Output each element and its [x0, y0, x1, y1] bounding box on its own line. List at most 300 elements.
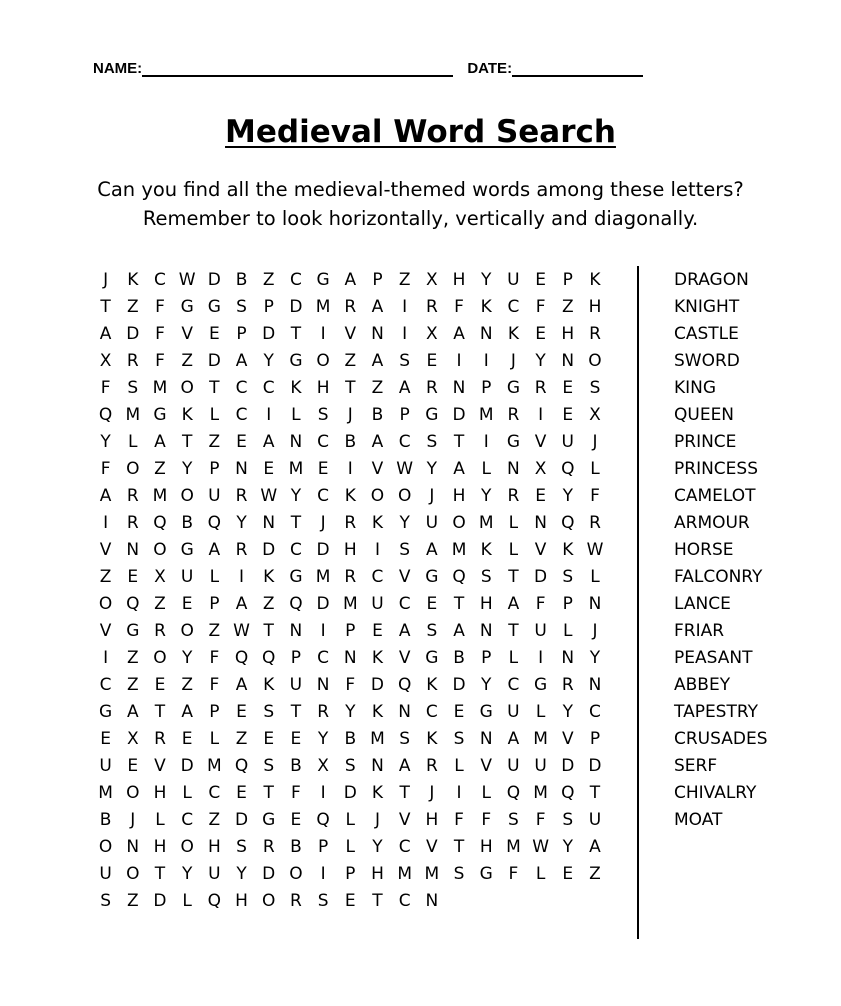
grid-letter[interactable]: U [208, 864, 221, 884]
grid-letter[interactable]: T [508, 621, 519, 641]
grid-letter[interactable]: H [153, 837, 167, 857]
grid-letter[interactable]: T [290, 513, 302, 533]
grid-letter[interactable]: I [483, 432, 489, 452]
grid-letter[interactable]: G [534, 675, 548, 695]
grid-letter[interactable]: B [344, 432, 357, 452]
grid-letter[interactable]: K [344, 486, 356, 506]
grid-letter[interactable]: A [235, 675, 248, 695]
grid-letter[interactable]: V [99, 540, 112, 560]
grid-letter[interactable]: L [481, 459, 491, 479]
grid-letter[interactable]: S [426, 621, 438, 641]
grid-letter[interactable]: A [589, 837, 601, 857]
grid-letter[interactable]: K [371, 783, 384, 803]
grid-letter[interactable]: O [153, 648, 167, 668]
grid-letter[interactable]: K [480, 540, 492, 560]
grid-letter[interactable]: V [398, 567, 411, 587]
grid-letter[interactable]: Q [234, 756, 249, 776]
grid-letter[interactable]: A [371, 432, 384, 452]
grid-letter[interactable]: F [155, 297, 165, 317]
grid-letter[interactable]: X [589, 405, 601, 425]
grid-letter[interactable]: C [589, 702, 601, 722]
grid-letter[interactable]: E [453, 702, 465, 722]
grid-letter[interactable]: Z [589, 864, 601, 884]
grid-letter[interactable]: R [154, 621, 166, 641]
grid-letter[interactable]: C [235, 405, 248, 425]
grid-letter[interactable]: O [126, 864, 140, 884]
grid-letter[interactable]: Y [181, 648, 193, 668]
grid-letter[interactable]: J [510, 351, 516, 371]
grid-letter[interactable]: A [453, 324, 465, 344]
grid-letter[interactable]: M [370, 729, 385, 749]
grid-letter[interactable]: S [344, 756, 356, 776]
grid-letter[interactable]: C [398, 594, 411, 614]
grid-letter[interactable]: T [345, 378, 356, 398]
grid-letter[interactable]: P [481, 378, 492, 398]
grid-letter[interactable]: Z [398, 270, 411, 290]
grid-letter[interactable]: G [425, 567, 439, 587]
grid-letter[interactable]: X [154, 567, 166, 587]
grid-letter[interactable]: E [181, 594, 193, 614]
grid-letter[interactable]: Q [289, 594, 303, 614]
grid-letter[interactable]: R [425, 297, 438, 317]
grid-letter[interactable]: V [426, 837, 438, 857]
grid-letter[interactable]: E [535, 324, 546, 344]
grid-letter[interactable]: Y [562, 837, 573, 857]
grid-letter[interactable]: S [589, 378, 601, 398]
grid-letter[interactable]: A [126, 702, 139, 722]
grid-letter[interactable]: L [128, 432, 138, 452]
grid-letter[interactable]: C [371, 567, 384, 587]
grid-letter[interactable]: M [207, 756, 222, 776]
grid-letter[interactable]: Z [262, 270, 275, 290]
grid-letter[interactable]: E [290, 729, 302, 749]
grid-letter[interactable]: R [126, 351, 139, 371]
grid-letter[interactable]: Y [481, 675, 492, 695]
grid-letter[interactable]: F [100, 378, 111, 398]
grid-letter[interactable]: I [320, 324, 326, 344]
grid-letter[interactable]: Z [181, 675, 193, 695]
grid-letter[interactable]: L [535, 702, 546, 722]
grid-letter[interactable]: K [480, 297, 492, 317]
grid-letter[interactable]: S [317, 891, 329, 911]
grid-letter[interactable]: N [398, 702, 412, 722]
grid-letter[interactable]: K [426, 729, 438, 749]
grid-letter[interactable]: H [425, 810, 439, 830]
grid-letter[interactable]: W [396, 459, 414, 479]
grid-letter[interactable]: U [507, 756, 520, 776]
grid-letter[interactable]: W [233, 621, 250, 641]
grid-letter[interactable]: M [478, 513, 494, 533]
grid-letter[interactable]: H [479, 594, 493, 614]
grid-letter[interactable]: K [426, 675, 438, 695]
grid-letter[interactable]: J [592, 432, 598, 452]
grid-letter[interactable]: J [429, 783, 435, 803]
grid-letter[interactable]: C [289, 270, 302, 290]
grid-letter[interactable]: K [181, 405, 193, 425]
grid-letter[interactable]: F [481, 810, 492, 830]
grid-letter[interactable]: M [533, 783, 548, 803]
grid-letter[interactable]: V [344, 324, 357, 344]
grid-letter[interactable]: D [316, 540, 330, 560]
grid-letter[interactable]: F [209, 675, 220, 695]
grid-letter[interactable]: Z [561, 297, 574, 317]
grid-letter[interactable]: D [370, 675, 385, 695]
grid-letter[interactable]: V [480, 756, 493, 776]
grid-letter[interactable]: E [535, 270, 546, 290]
grid-letter[interactable]: D [452, 675, 466, 695]
grid-letter[interactable]: Z [154, 459, 166, 479]
grid-letter[interactable]: C [317, 432, 330, 452]
grid-letter[interactable]: L [291, 405, 301, 425]
grid-letter[interactable]: I [347, 459, 353, 479]
grid-letter[interactable]: T [181, 432, 193, 452]
grid-letter[interactable]: R [126, 513, 139, 533]
grid-letter[interactable]: T [399, 783, 410, 803]
grid-letter[interactable]: X [126, 729, 139, 749]
grid-letter[interactable]: T [263, 783, 274, 803]
grid-letter[interactable]: R [425, 378, 438, 398]
grid-letter[interactable]: E [154, 675, 166, 695]
grid-letter[interactable]: P [290, 648, 302, 668]
grid-letter[interactable]: I [374, 540, 380, 560]
grid-letter[interactable]: S [399, 540, 411, 560]
grid-letter[interactable]: E [317, 459, 329, 479]
grid-letter[interactable]: I [456, 351, 462, 371]
grid-letter[interactable]: C [154, 270, 166, 290]
grid-letter[interactable]: C [507, 675, 520, 695]
grid-letter[interactable]: M [424, 864, 440, 884]
grid-letter[interactable]: T [372, 891, 383, 911]
grid-letter[interactable]: T [154, 864, 166, 884]
grid-letter[interactable]: R [589, 513, 601, 533]
grid-letter[interactable]: M [506, 837, 521, 857]
grid-letter[interactable]: X [426, 270, 438, 290]
grid-letter[interactable]: G [425, 405, 439, 425]
grid-letter[interactable]: G [126, 621, 140, 641]
grid-letter[interactable]: N [371, 324, 384, 344]
grid-letter[interactable]: G [506, 432, 520, 452]
grid-letter[interactable]: J [347, 405, 353, 425]
grid-letter[interactable]: W [178, 270, 196, 290]
grid-letter[interactable]: E [426, 594, 438, 614]
grid-letter[interactable]: R [154, 729, 166, 749]
grid-letter[interactable]: Y [535, 351, 546, 371]
grid-letter[interactable]: D [153, 891, 167, 911]
grid-letter[interactable]: Q [207, 513, 222, 533]
grid-letter[interactable]: P [209, 594, 220, 614]
grid-letter[interactable]: H [316, 378, 330, 398]
grid-letter[interactable]: Q [126, 594, 140, 614]
grid-letter[interactable]: U [289, 675, 303, 695]
grid-letter[interactable]: U [561, 432, 574, 452]
grid-letter[interactable]: V [561, 729, 574, 749]
grid-letter[interactable]: R [425, 756, 438, 776]
grid-letter[interactable]: Y [181, 864, 193, 884]
grid-letter[interactable]: C [317, 648, 330, 668]
grid-letter[interactable]: N [588, 675, 602, 695]
grid-letter[interactable]: O [370, 486, 385, 506]
grid-letter[interactable]: S [562, 810, 574, 830]
grid-letter[interactable]: R [534, 378, 547, 398]
grid-letter[interactable]: G [207, 297, 221, 317]
grid-letter[interactable]: H [588, 297, 602, 317]
grid-letter[interactable]: T [209, 378, 220, 398]
grid-letter[interactable]: D [561, 756, 575, 776]
grid-letter[interactable]: L [182, 783, 192, 803]
grid-letter[interactable]: N [479, 324, 493, 344]
grid-letter[interactable]: D [180, 756, 194, 776]
grid-letter[interactable]: I [402, 324, 408, 344]
grid-letter[interactable]: Z [126, 648, 139, 668]
grid-letter[interactable]: K [263, 675, 275, 695]
grid-letter[interactable]: Z [126, 675, 139, 695]
grid-letter[interactable]: Z [126, 297, 139, 317]
grid-letter[interactable]: T [453, 594, 465, 614]
grid-letter[interactable]: K [290, 378, 302, 398]
grid-letter[interactable]: M [152, 378, 168, 398]
grid-letter[interactable]: H [153, 783, 167, 803]
grid-letter[interactable]: I [402, 297, 408, 317]
grid-letter[interactable]: S [453, 864, 465, 884]
grid-letter[interactable]: M [315, 297, 331, 317]
grid-letter[interactable]: Q [561, 459, 575, 479]
grid-letter[interactable]: T [100, 297, 111, 317]
grid-letter[interactable]: E [263, 459, 275, 479]
grid-letter[interactable]: N [561, 351, 575, 371]
grid-letter[interactable]: S [399, 729, 411, 749]
grid-letter[interactable]: L [508, 513, 519, 533]
grid-letter[interactable]: N [343, 648, 357, 668]
grid-letter[interactable]: O [180, 621, 194, 641]
grid-letter[interactable]: M [152, 486, 168, 506]
grid-letter[interactable]: N [425, 891, 439, 911]
grid-letter[interactable]: V [534, 540, 547, 560]
grid-letter[interactable]: N [126, 837, 140, 857]
grid-letter[interactable]: I [483, 351, 489, 371]
grid-letter[interactable]: S [100, 891, 111, 911]
grid-letter[interactable]: V [398, 810, 411, 830]
grid-letter[interactable]: N [235, 459, 248, 479]
grid-letter[interactable]: Y [317, 729, 329, 749]
grid-letter[interactable]: W [260, 486, 278, 506]
grid-letter[interactable]: A [453, 621, 465, 641]
grid-letter[interactable]: H [207, 837, 221, 857]
grid-letter[interactable]: A [371, 351, 384, 371]
grid-letter[interactable]: H [561, 324, 575, 344]
grid-letter[interactable]: I [538, 405, 544, 425]
grid-letter[interactable]: A [371, 297, 384, 317]
grid-letter[interactable]: S [480, 567, 492, 587]
grid-letter[interactable]: R [317, 702, 329, 722]
grid-letter[interactable]: E [562, 378, 574, 398]
grid-letter[interactable]: B [453, 648, 465, 668]
grid-letter[interactable]: P [562, 270, 573, 290]
grid-letter[interactable]: A [235, 594, 248, 614]
grid-letter[interactable]: I [320, 864, 326, 884]
grid-letter[interactable]: A [507, 729, 520, 749]
grid-letter[interactable]: W [586, 540, 604, 560]
grid-letter[interactable]: O [180, 486, 194, 506]
grid-letter[interactable]: Q [506, 783, 521, 803]
grid-letter[interactable]: T [290, 702, 302, 722]
grid-letter[interactable]: L [481, 783, 491, 803]
grid-letter[interactable]: O [126, 459, 140, 479]
grid-letter[interactable]: Y [589, 648, 601, 668]
grid-letter[interactable]: J [429, 486, 435, 506]
grid-letter[interactable]: D [316, 594, 330, 614]
grid-letter[interactable]: G [99, 702, 113, 722]
grid-letter[interactable]: S [508, 810, 519, 830]
grid-letter[interactable]: B [371, 405, 384, 425]
grid-letter[interactable]: Y [263, 351, 274, 371]
grid-letter[interactable]: E [100, 729, 111, 749]
grid-letter[interactable]: C [398, 891, 411, 911]
grid-letter[interactable]: O [98, 837, 113, 857]
grid-letter[interactable]: P [209, 459, 220, 479]
grid-letter[interactable]: Z [262, 594, 275, 614]
grid-letter[interactable]: G [262, 810, 276, 830]
grid-letter[interactable]: Q [153, 513, 167, 533]
grid-letter[interactable]: I [266, 405, 272, 425]
grid-letter[interactable]: A [181, 702, 193, 722]
grid-letter[interactable]: F [508, 864, 519, 884]
grid-letter[interactable]: Y [562, 702, 573, 722]
grid-letter[interactable]: O [452, 513, 466, 533]
grid-letter[interactable]: F [100, 459, 111, 479]
grid-letter[interactable]: G [425, 648, 439, 668]
grid-letter[interactable]: J [320, 513, 326, 533]
grid-letter[interactable]: C [398, 432, 411, 452]
grid-letter[interactable]: D [588, 756, 602, 776]
grid-letter[interactable]: Y [562, 486, 573, 506]
grid-letter[interactable]: O [180, 378, 194, 398]
grid-letter[interactable]: P [399, 405, 410, 425]
grid-letter[interactable]: Y [481, 486, 492, 506]
grid-letter[interactable]: A [99, 486, 112, 506]
name-field-line[interactable] [142, 61, 453, 77]
grid-letter[interactable]: S [236, 837, 247, 857]
grid-letter[interactable]: C [317, 486, 330, 506]
grid-letter[interactable]: X [99, 351, 112, 371]
grid-letter[interactable]: R [235, 540, 248, 560]
grid-letter[interactable]: O [153, 540, 167, 560]
grid-letter[interactable]: C [235, 378, 248, 398]
grid-letter[interactable]: F [209, 648, 220, 668]
grid-letter[interactable]: U [507, 702, 520, 722]
grid-letter[interactable]: A [507, 594, 520, 614]
grid-letter[interactable]: A [154, 432, 166, 452]
grid-letter[interactable]: G [316, 270, 330, 290]
grid-letter[interactable]: M [397, 864, 412, 884]
grid-letter[interactable]: Q [234, 648, 249, 668]
grid-letter[interactable]: U [99, 756, 112, 776]
grid-letter[interactable]: Y [426, 459, 438, 479]
grid-letter[interactable]: U [588, 810, 602, 830]
grid-letter[interactable]: L [155, 810, 165, 830]
grid-letter[interactable]: I [320, 621, 326, 641]
grid-letter[interactable]: I [103, 648, 109, 668]
grid-letter[interactable]: L [345, 810, 356, 830]
grid-letter[interactable]: K [127, 270, 139, 290]
grid-letter[interactable]: Z [208, 810, 221, 830]
grid-letter[interactable]: A [208, 540, 221, 560]
grid-letter[interactable]: M [288, 459, 304, 479]
grid-letter[interactable]: U [99, 864, 112, 884]
grid-letter[interactable]: M [98, 783, 113, 803]
grid-letter[interactable]: H [343, 540, 357, 560]
grid-letter[interactable]: S [263, 756, 275, 776]
grid-letter[interactable]: N [262, 513, 276, 533]
grid-letter[interactable]: F [590, 486, 600, 506]
grid-letter[interactable]: D [343, 783, 357, 803]
grid-letter[interactable]: S [263, 702, 275, 722]
grid-letter[interactable]: O [588, 351, 602, 371]
grid-letter[interactable]: K [371, 648, 384, 668]
grid-letter[interactable]: X [534, 459, 547, 479]
grid-letter[interactable]: F [454, 297, 464, 317]
grid-letter[interactable]: P [236, 324, 247, 344]
grid-letter[interactable]: B [290, 756, 302, 776]
grid-letter[interactable]: P [372, 270, 383, 290]
grid-letter[interactable]: V [154, 756, 166, 776]
grid-letter[interactable]: L [590, 567, 600, 587]
grid-letter[interactable]: A [398, 378, 411, 398]
grid-letter[interactable]: M [315, 567, 331, 587]
grid-letter[interactable]: L [209, 729, 220, 749]
grid-letter[interactable]: Y [290, 486, 302, 506]
grid-letter[interactable]: Q [98, 405, 113, 425]
grid-letter[interactable]: H [452, 486, 466, 506]
grid-letter[interactable]: H [235, 891, 248, 911]
grid-letter[interactable]: T [453, 432, 465, 452]
grid-letter[interactable]: R [561, 675, 574, 695]
grid-letter[interactable]: C [181, 810, 194, 830]
grid-letter[interactable]: O [126, 783, 140, 803]
grid-letter[interactable]: L [345, 837, 356, 857]
grid-letter[interactable]: M [125, 405, 141, 425]
grid-letter[interactable]: R [344, 297, 357, 317]
grid-letter[interactable]: N [479, 621, 493, 641]
grid-letter[interactable]: S [426, 432, 438, 452]
grid-letter[interactable]: L [209, 405, 220, 425]
grid-letter[interactable]: I [239, 567, 245, 587]
grid-letter[interactable]: Y [236, 864, 247, 884]
grid-letter[interactable]: K [371, 513, 384, 533]
grid-letter[interactable]: J [592, 621, 598, 641]
grid-letter[interactable]: F [535, 810, 546, 830]
grid-letter[interactable]: T [508, 567, 519, 587]
grid-letter[interactable]: E [344, 891, 356, 911]
grid-letter[interactable]: A [398, 621, 411, 641]
grid-letter[interactable]: P [317, 837, 329, 857]
grid-letter[interactable]: E [535, 486, 546, 506]
grid-letter[interactable]: N [371, 756, 384, 776]
grid-letter[interactable]: N [316, 675, 330, 695]
grid-letter[interactable]: D [289, 297, 303, 317]
grid-letter[interactable]: L [209, 567, 220, 587]
grid-letter[interactable]: L [535, 864, 546, 884]
grid-letter[interactable]: Y [372, 837, 383, 857]
grid-letter[interactable]: Z [208, 621, 221, 641]
grid-letter[interactable]: B [290, 837, 302, 857]
grid-letter[interactable]: N [452, 378, 466, 398]
grid-letter[interactable]: A [262, 432, 275, 452]
grid-letter[interactable]: G [479, 702, 493, 722]
grid-letter[interactable]: S [453, 729, 465, 749]
grid-letter[interactable]: A [398, 756, 411, 776]
grid-letter[interactable]: H [479, 837, 493, 857]
grid-letter[interactable]: D [262, 864, 276, 884]
